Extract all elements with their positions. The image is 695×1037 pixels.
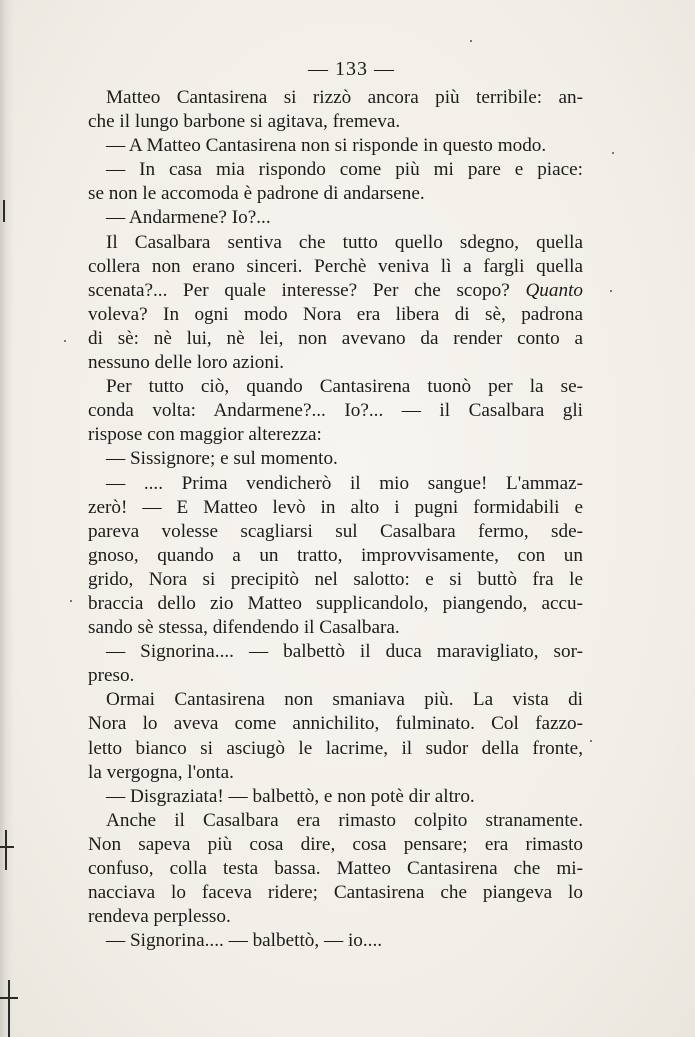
text-line: Anche il Casalbara era rimasto colpito stranamente. bbox=[106, 809, 583, 831]
text-line: Per tutto ciò, quando Cantasirena tuonò per la se- bbox=[106, 376, 583, 398]
binding-cross-mark bbox=[0, 846, 14, 848]
text-line: preso. bbox=[88, 665, 135, 687]
page-gutter-shadow bbox=[0, 0, 14, 1037]
text-line: — Andarmene? Io?... bbox=[106, 207, 271, 229]
text-line: scenata?... Per quale interesse? Per che scopo? Quanto bbox=[88, 279, 583, 301]
text-line: letto bianco si asciugò le lacrime, il sudor della fronte, bbox=[88, 737, 583, 759]
text-line: braccia dello zio Matteo supplicandolo, piangendo, accu- bbox=[88, 592, 583, 614]
text-line: sando sè stessa, difendendo il Casalbara. bbox=[88, 617, 400, 639]
text-line: che il lungo barbone si agitava, fremeva. bbox=[88, 111, 401, 133]
text-line: Non sapeva più cosa dire, cosa pensare; era rimasto bbox=[88, 833, 583, 855]
binding-mark-middle bbox=[5, 830, 7, 870]
text-line: — A Matteo Cantasirena non si risponde in questo modo. bbox=[106, 135, 547, 157]
paper-speck bbox=[612, 152, 614, 154]
text-line: zerò! — E Matteo levò in alto i pugni formidabili e bbox=[88, 496, 583, 518]
text-line: Ormai Cantasirena non smaniava più. La vista di bbox=[106, 689, 583, 711]
text-line: voleva? In ogni modo Nora era libera di sè, padrona bbox=[88, 303, 583, 325]
text-line: se non le accomoda è padrone di andarsene. bbox=[88, 183, 425, 205]
page-number: — 133 — bbox=[308, 58, 395, 80]
body-text bbox=[88, 86, 583, 953]
text-line: pareva volesse scagliarsi sul Casalbara fermo, sde- bbox=[88, 520, 583, 542]
text-line: — Signorina.... — balbettò, — io.... bbox=[106, 930, 383, 952]
paper-speck bbox=[70, 600, 72, 602]
paper-speck bbox=[590, 740, 592, 742]
binding-mark-lower bbox=[8, 980, 10, 1037]
binding-cross-mark-lower bbox=[0, 997, 18, 999]
paper-speck bbox=[610, 290, 612, 292]
text-line: rispose con maggior alterezza: bbox=[88, 424, 322, 446]
text-line: collera non erano sinceri. Perchè veniva lì a fargli quella bbox=[88, 255, 583, 277]
text-line: — Disgraziata! — balbettò, e non potè dir altro. bbox=[106, 785, 475, 807]
text-line: Il Casalbara sentiva che tutto quello sdegno, quella bbox=[106, 231, 583, 253]
text-line: Matteo Cantasirena si rizzò ancora più terribile: an- bbox=[106, 87, 583, 108]
binding-mark-upper bbox=[3, 200, 5, 222]
text-line: nessuno delle loro azioni. bbox=[88, 352, 285, 374]
italic-word: Quanto bbox=[525, 279, 583, 301]
text-line: la vergogna, l'onta. bbox=[88, 761, 234, 783]
text-line: — In casa mia rispondo come più mi pare e piace: bbox=[106, 159, 583, 181]
text-line: confuso, colla testa bassa. Matteo Cantasirena che mi- bbox=[88, 858, 583, 879]
text-line: conda volta: Andarmene?... Io?... — il Casalbara gli bbox=[88, 400, 583, 422]
text-line: di sè: nè lui, nè lei, non avevano da render conto a bbox=[88, 327, 583, 349]
text-line: — .... Prima vendicherò il mio sangue! L'ammaz- bbox=[106, 472, 583, 494]
text-line: nacciava lo faceva ridere; Cantasirena che piangeva lo bbox=[88, 882, 583, 904]
text-line: rendeva perplesso. bbox=[88, 906, 231, 928]
paper-speck bbox=[64, 340, 66, 342]
text-line: gnoso, quando a un tratto, improvvisamente, con un bbox=[88, 544, 583, 566]
text-line: Nora lo aveva come annichilito, fulminato. Col fazzo- bbox=[88, 713, 583, 735]
text-line: grido, Nora si precipitò nel salotto: e si buttò fra le bbox=[88, 568, 583, 590]
text-line: — Signorina.... — balbettò il duca maravigliato, sor- bbox=[106, 641, 583, 663]
text-line: — Sissignore; e sul momento. bbox=[106, 448, 338, 470]
paper-speck bbox=[470, 40, 472, 42]
